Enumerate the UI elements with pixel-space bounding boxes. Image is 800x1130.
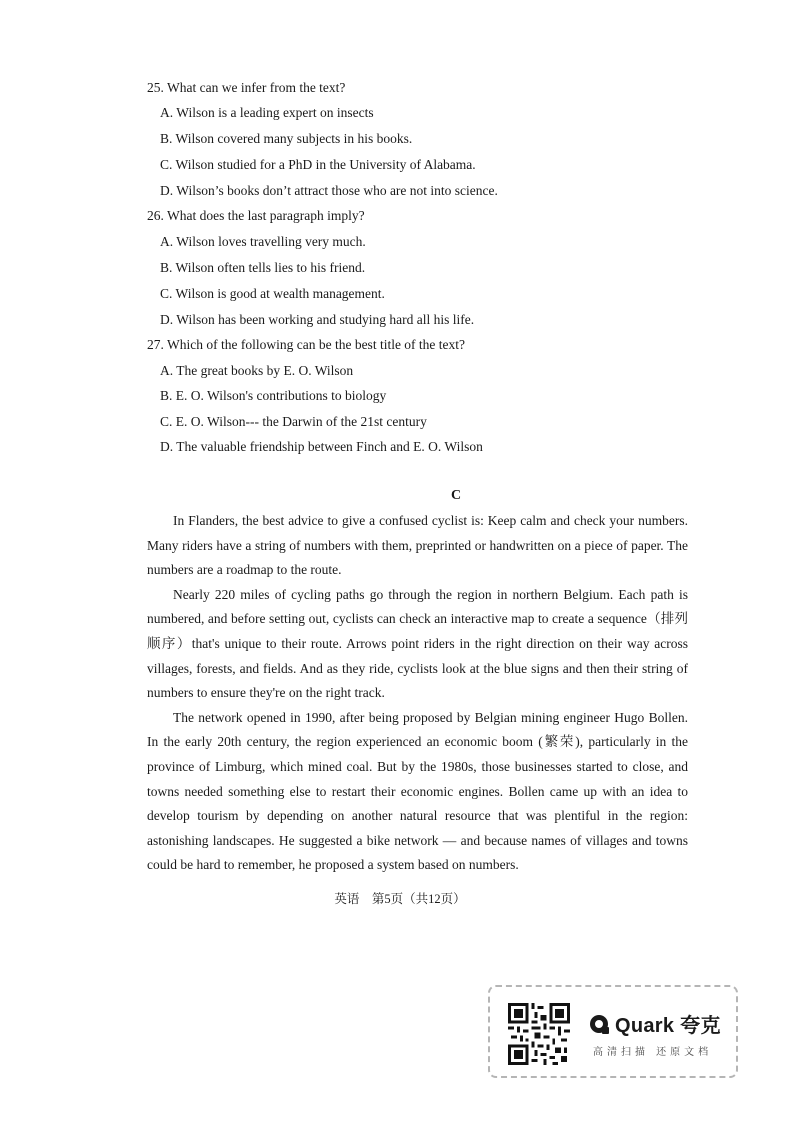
passage-heading: C — [450, 488, 462, 503]
question-25-option-c: C. Wilson studied for a PhD in the University of Alabama. — [160, 157, 476, 172]
question-27-option-d: D. The valuable friendship between Finch and E. O. Wilson — [160, 439, 483, 454]
question-26-option-a: A. Wilson loves travelling very much. — [160, 234, 366, 249]
page-footer: 英语 第5页（共12页） — [334, 892, 466, 906]
question-25-stem: 25. What can we infer from the text? — [147, 80, 346, 95]
question-25-option-b: B. Wilson covered many subjects in his books. — [160, 131, 413, 146]
question-27-option-b: B. E. O. Wilson's contributions to biology — [160, 388, 387, 403]
quark-brand-name: Quark 夸克 — [615, 1015, 721, 1037]
question-25-option-d: D. Wilson’s books don’t attract those who are not into science. — [160, 183, 498, 198]
passage-paragraph-1: In Flanders, the best advice to give a confused cyclist is: Keep calm and check your numbers. Many riders have a string of numbers with them, preprinted or handwritten on a piece of paper. The numbers are a roadmap to the route. — [147, 513, 688, 578]
question-25-option-a: A. Wilson is a leading expert on insects — [160, 105, 374, 120]
passage-paragraph-2: Nearly 220 miles of cycling paths go through the region in northern Belgium. Each path is numbered, and before setting out, cyclists can check an interactive map to create a sequence（排列顺序）that's unique to their route. Arrows point riders in the right direction on their way across villages, forests, and fields. And as they ride, cyclists look at the blue signs and then their string of numbers to ensure they're on the right track. — [147, 586, 688, 701]
question-27-option-c: C. E. O. Wilson--- the Darwin of the 21st century — [160, 414, 427, 429]
quark-brand — [590, 1009, 721, 1038]
question-26-option-d: D. Wilson has been working and studying hard all his life. — [160, 312, 475, 327]
question-26-option-c: C. Wilson is good at wealth management. — [160, 286, 385, 301]
question-26-option-b: B. Wilson often tells lies to his friend. — [160, 260, 366, 275]
question-26-stem: 26. What does the last paragraph imply? — [147, 208, 365, 223]
passage-body — [147, 509, 688, 878]
qr-code-icon — [508, 1003, 570, 1065]
passage-paragraph-3: The network opened in 1990, after being proposed by Belgian mining engineer Hugo Bollen. In the early 20th century, the region experienced an economic boom (繁荣), particularly in the province of Limburg, which mined coal. But by the 1980s, those businesses started to close, and towns needed something else to restart their economic engines. Bollen came up with an idea to develop tourism by depending on another natural resource that was plentiful in the region: astonishing landscapes. He suggested a bike network — and because names of villages and towns could be hard to remember, he proposed a system based on numbers. — [147, 709, 688, 873]
question-27-option-a: A. The great books by E. O. Wilson — [160, 363, 354, 378]
quark-tagline: 高清扫描 还原文档 — [593, 1047, 713, 1058]
question-27-stem: 27. Which of the following can be the best title of the text? — [147, 337, 466, 352]
quark-logo-icon — [590, 1015, 608, 1033]
quark-watermark — [488, 985, 738, 1078]
